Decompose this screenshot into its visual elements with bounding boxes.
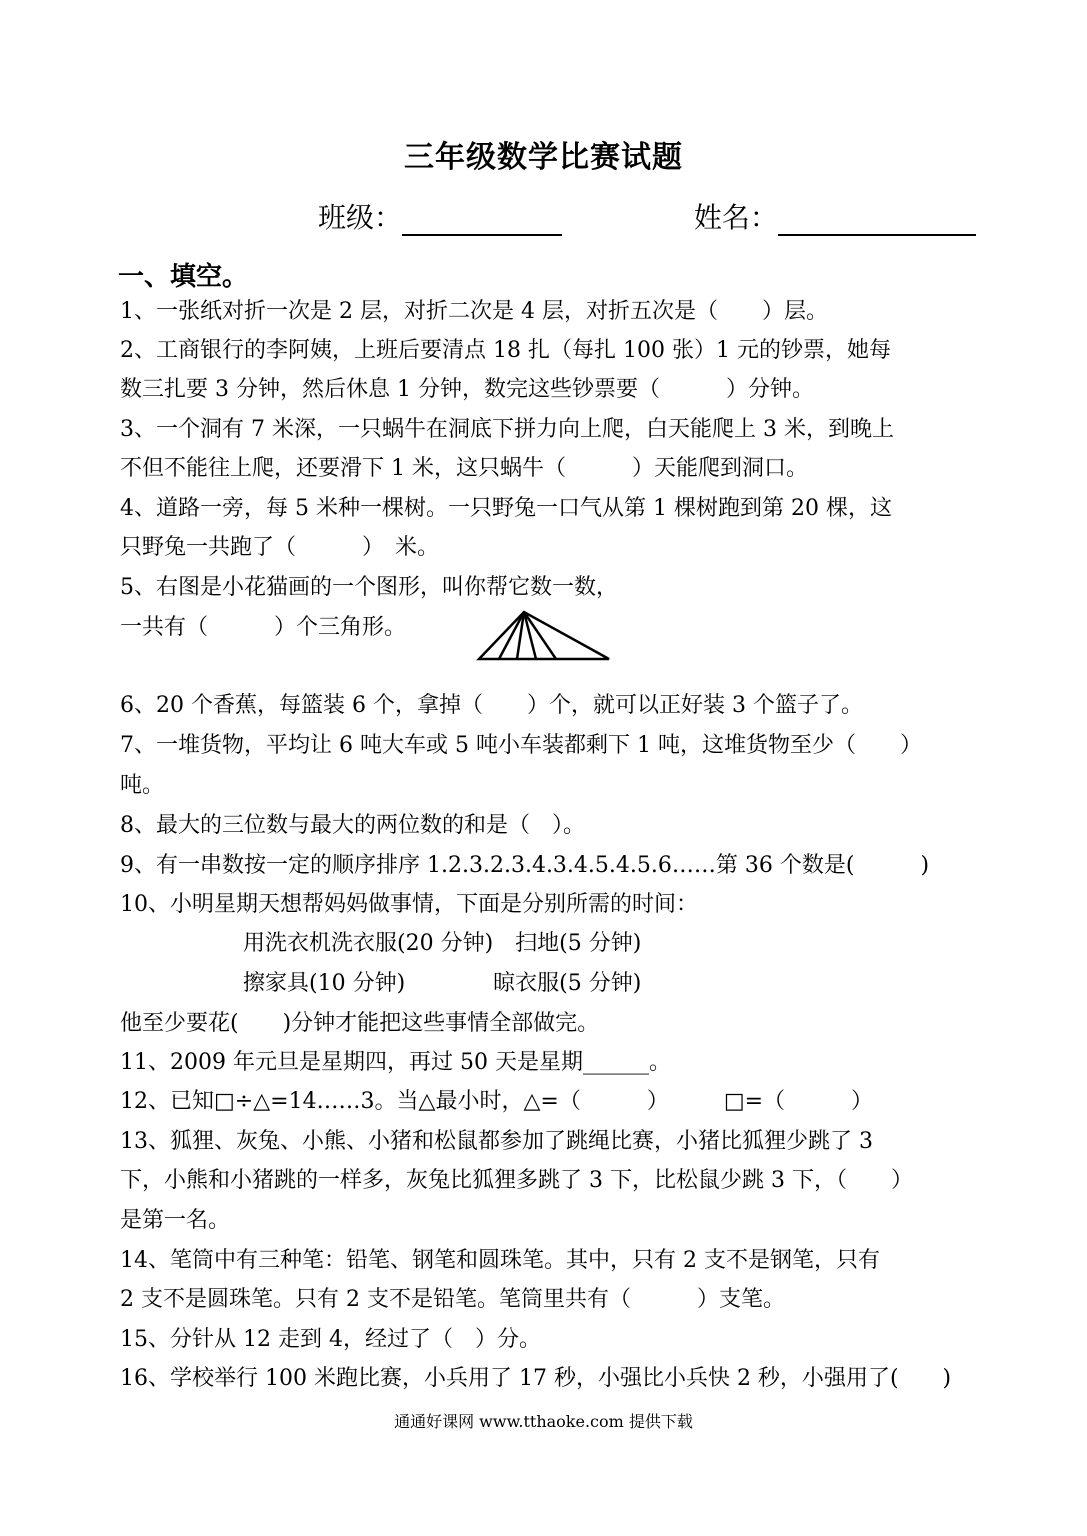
- question-line: 只野兔一共跑了（ ） 米。: [120, 535, 440, 560]
- question-line: 他至少要花( )分钟才能把这些事情全部做完。: [120, 1011, 600, 1036]
- question-line: 下，小熊和小猪跳的一样多，灰兔比狐狸多跳了 3 下，比松鼠少跳 3 下，（ ）: [120, 1168, 913, 1193]
- question-line: 15、分针从 12 走到 4，经过了（ ）分。: [120, 1327, 541, 1352]
- question-line: 13、狐狸、灰兔、小熊、小猪和松鼠都参加了跳绳比赛，小猪比狐狸少跳了 3: [120, 1129, 873, 1154]
- task-line: 擦家具(10 分钟) 晾衣服(5 分钟): [243, 971, 642, 996]
- question-line: 4、道路一旁，每 5 米种一棵树。一只野兔一口气从第 1 棵树跑到第 20 棵，这: [120, 496, 892, 521]
- question-line: 吨。: [120, 773, 165, 798]
- question-line: 1、一张纸对折一次是 2 层，对折二次是 4 层，对折五次是（ ）层。: [120, 299, 828, 324]
- name-blank: [778, 204, 976, 236]
- question-line: 是第一名。: [120, 1208, 231, 1233]
- question-line: 7、一堆货物，平均让 6 吨大车或 5 吨小车装都剩下 1 吨，这堆货物至少（ ）: [120, 733, 922, 758]
- question-line: 3、一个洞有 7 米深，一只蜗牛在洞底下拼力向上爬，白天能爬上 3 米，到晚上: [120, 417, 894, 442]
- question-line: 2 支不是圆珠笔。只有 2 支不是铅笔。笔筒里共有（ ）支笔。: [120, 1287, 785, 1312]
- class-label: 班级：: [318, 201, 403, 234]
- footer-source: 通通好课网 www.tthaoke.com 提供下载: [394, 1412, 693, 1431]
- class-blank: [402, 204, 562, 236]
- outer-triangle: [479, 612, 609, 659]
- triangle-figure: [476, 609, 616, 663]
- name-label: 姓名：: [693, 201, 778, 234]
- question-line: 数三扎要 3 分钟，然后休息 1 分钟，数完这些钞票要（ ）分钟。: [120, 377, 814, 402]
- question-line: 14、笔筒中有三种笔：铅笔、钢笔和圆珠笔。其中，只有 2 支不是钢笔，只有: [120, 1248, 880, 1273]
- page-title: 三年级数学比赛试题: [404, 140, 683, 175]
- question-line: 5、右图是小花猫画的一个图形，叫你帮它数一数，: [120, 575, 618, 600]
- question-line: 9、有一串数按一定的顺序排序 1.2.3.2.3.4.3.4.5.4.5.6……第 36 个数是( ): [120, 853, 930, 878]
- question-line: 8、最大的三位数与最大的两位数的和是（ ）。: [120, 813, 585, 838]
- question-line: 12、已知□÷△=14……3。当△最小时，△=（ ） □=（ ）: [120, 1089, 874, 1114]
- question-line: 一共有（ ）个三角形。: [120, 615, 407, 640]
- question-line: 6、20 个香蕉，每篮装 6 个，拿掉（ ）个，就可以正好装 3 个篮子了。: [120, 693, 863, 718]
- question-line: 10、小明星期天想帮妈妈做事情，下面是分别所需的时间：: [120, 892, 698, 917]
- question-line: 16、学校举行 100 米跑比赛，小兵用了 17 秒，小强比小兵快 2 秒，小强用了( ): [120, 1366, 952, 1391]
- question-line: 11、2009 年元旦是星期四，再过 50 天是星期______。: [120, 1050, 671, 1075]
- question-line: 2、工商银行的李阿姨，上班后要清点 18 扎（每扎 100 张）1 元的钞票，她每: [120, 338, 891, 363]
- question-line: 不但不能往上爬，还要滑下 1 米，这只蜗牛（ ）天能爬到洞口。: [120, 456, 808, 481]
- student-info: [318, 196, 976, 236]
- section-heading: 一、填空。: [118, 262, 249, 292]
- task-line: 用洗衣机洗衣服(20 分钟) 扫地(5 分钟): [243, 931, 642, 956]
